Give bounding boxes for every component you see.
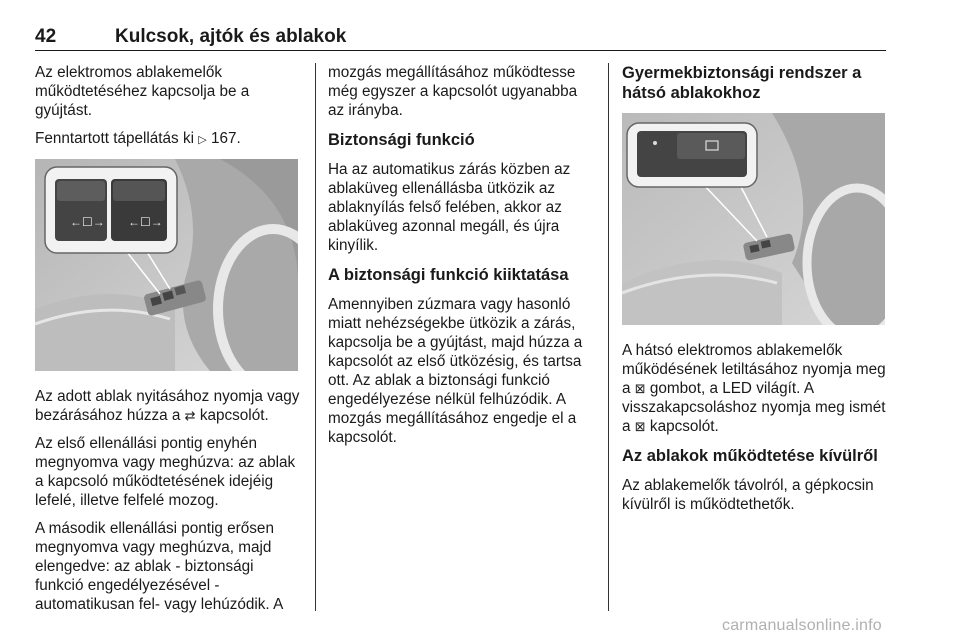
retained-power-ref: 167. (210, 130, 241, 147)
page-number: 42 (35, 26, 57, 47)
column-divider-1 (315, 63, 316, 611)
rear-door-switch-drawing (622, 113, 885, 325)
paragraph-second-detent: A második ellenállási pontig erősen megnyomva vagy meghúzva, majd elengedve: az ablak - biztonsági funkció engedélyezésével - automatikusan fel- vagy lehúzódik. A (35, 520, 284, 613)
column-3 (622, 63, 890, 523)
column-1 (35, 63, 303, 623)
paragraph-stop-movement: mozgás megállításához működtesse még egyszer a kapcsolót ugyanabba az irányba. (328, 64, 578, 119)
heading-safety-function: Biztonsági funkció (328, 131, 475, 149)
heading-child-safety: Gyermekbiztonsági rendszer a hátsó ablakokhoz (622, 64, 862, 102)
page-header (35, 24, 886, 51)
paragraph-child-lock (622, 341, 890, 436)
switch-label-right: ←☐→ (128, 215, 163, 229)
child-lock-icon: ⊠ (634, 381, 646, 396)
watermark: carmanualsonline.info (722, 617, 882, 634)
page-ref-arrow-icon: ▷ (198, 134, 207, 146)
column-2 (328, 63, 596, 456)
paragraph-first-detent: Az első ellenállási pontig enyhén megnyomva vagy meghúzva: az ablak a kapcsoló működtetésének idejéig lefelé, illetve felfelé mozog. (35, 435, 296, 509)
page-title: Kulcsok, ajtók és ablakok (115, 26, 347, 47)
paragraph-operate-outside: Az ablakemelők távolról, a gépkocsin kívülről is működtethetők. (622, 477, 874, 513)
paragraph-ignition: Az elektromos ablakemelők működtetéséhez kapcsolja be a gyújtást. (35, 64, 250, 119)
window-switch-icon: ⇄ (184, 408, 196, 423)
child-lock-text-c: kapcsolót. (649, 418, 719, 435)
window-switch-illustration (35, 159, 298, 371)
child-lock-illustration (622, 113, 885, 325)
heading-operate-outside: Az ablakok működtetése kívülről (622, 447, 878, 465)
paragraph-safety-function: Ha az automatikus zárás közben az ablaküveg ellenállásba ütközik az ablaknyílás felső felében, akkor az ablaküveg azonnal megáll, és újra kinyílik. (328, 161, 571, 254)
child-lock-text-a: A hátsó elektromos ablakemelők működésének letiltásához nyomja meg a (622, 342, 886, 397)
open-close-end: kapcsolót. (199, 407, 269, 424)
paragraph-retained-power (35, 129, 303, 150)
paragraph-disable-safety: Amennyiben zúzmara vagy hasonló miatt nehézségekbe ütközik a zárás, kapcsolja be a gyújtást, majd húzza a kapcsolót az első ütközésig, és tartsa ott. Az ablak a biztonsági funkció engedélyezése nélkül felhúzódik. A mozgás megállításához engedje el a kapcsolót. (328, 296, 583, 446)
open-close-text: Az adott ablak nyitásához nyomja vagy bezárásához húzza a (35, 388, 300, 424)
switch-label-left: ←☐→ (70, 215, 105, 229)
paragraph-open-close (35, 387, 303, 425)
heading-disable-safety: A biztonsági funkció kiiktatása (328, 266, 569, 284)
child-lock-icon-2: ⊠ (634, 419, 646, 434)
child-lock-text-b: gombot, a LED világít. A visszakapcsoláshoz nyomja meg ismét a (622, 380, 886, 435)
door-panel-drawing (35, 159, 298, 371)
column-divider-2 (608, 63, 609, 611)
retained-power-text: Fenntartott tápellátás ki (35, 130, 195, 147)
